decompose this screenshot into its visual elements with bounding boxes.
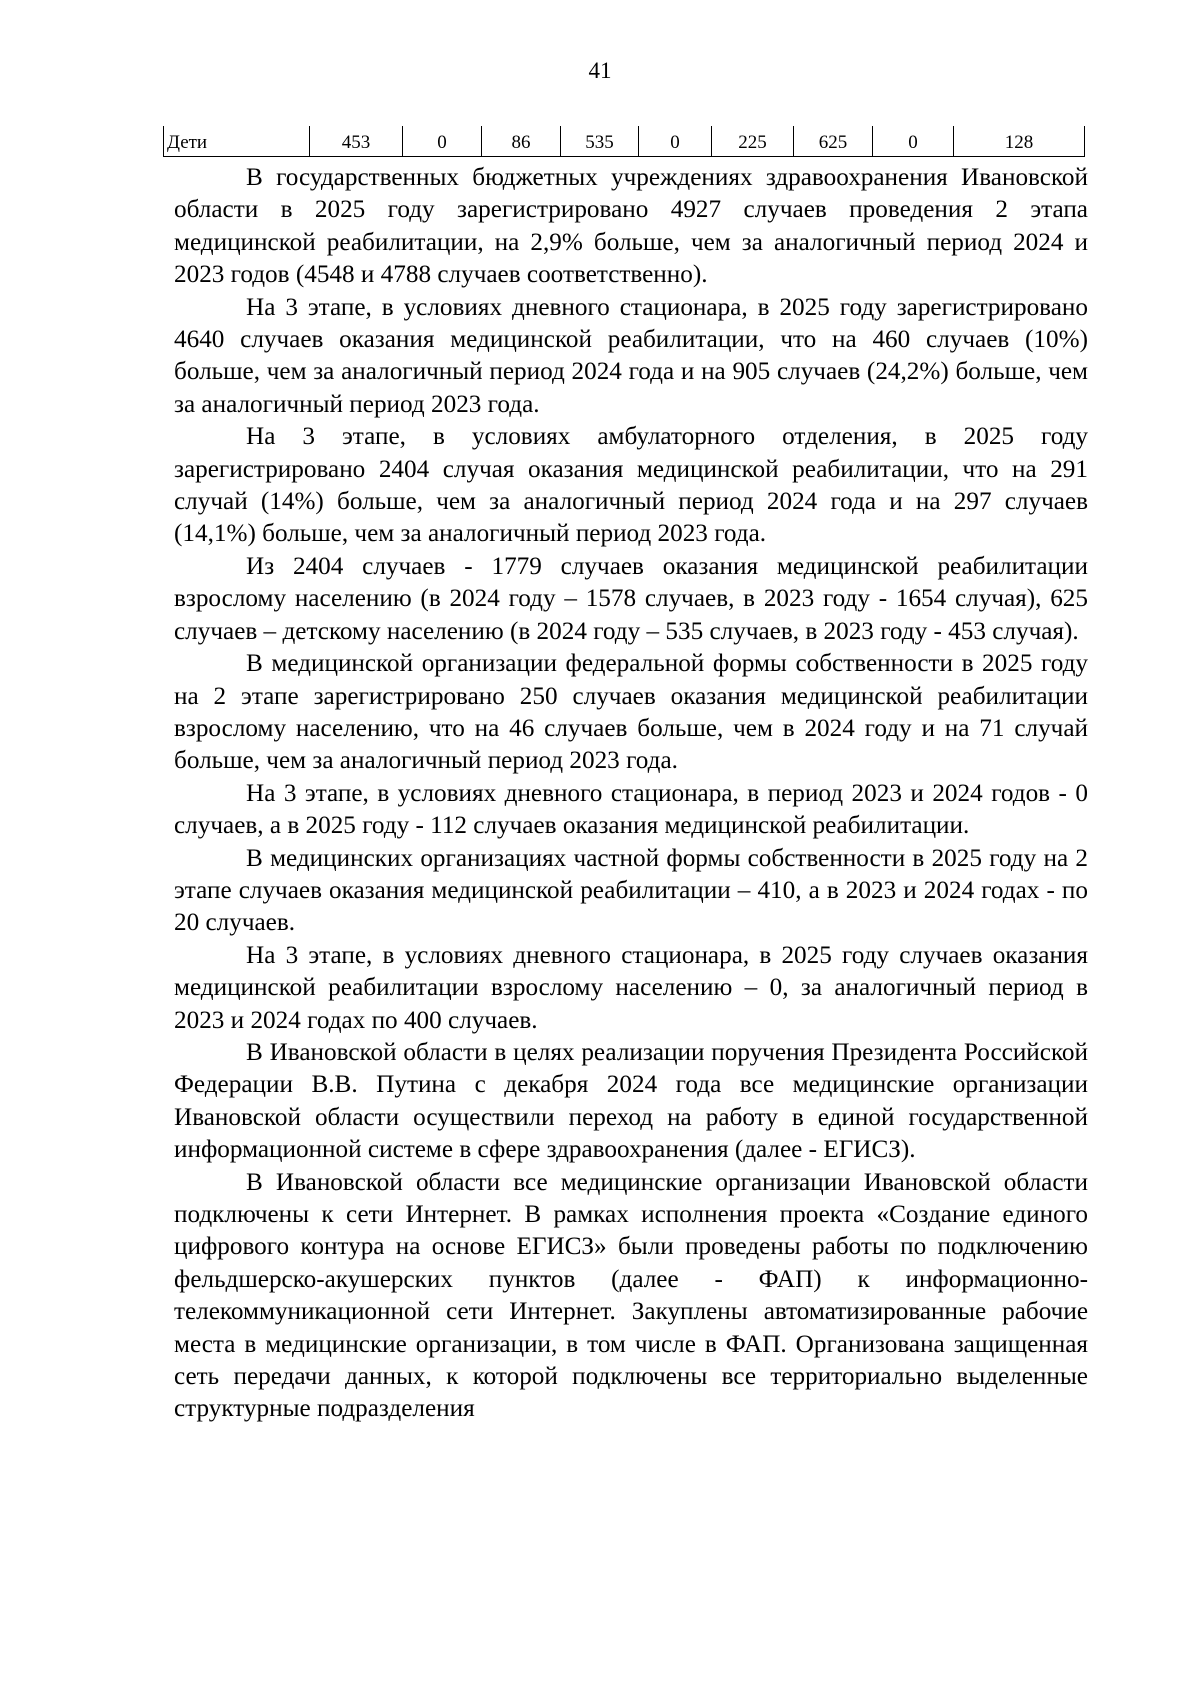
table-cell: 0 xyxy=(639,126,712,157)
paragraph: На 3 этапе, в условиях дневного стационара, в 2025 году зарегистрировано 4640 случаев оказания медицинской реабилитации, что на 460 случаев (10%) больше, чем за аналогичный период 2024 года и на 905 случаев (24,2%) больше, чем за аналогичный период 2023 года. xyxy=(174,293,1088,418)
row-label-cell: Дети xyxy=(164,126,310,157)
page-number: 41 xyxy=(588,58,612,83)
table-row xyxy=(164,126,1085,157)
table-cell: 625 xyxy=(794,126,873,157)
table-cell: 86 xyxy=(482,126,561,157)
paragraph: В Ивановской области в целях реализации поручения Президента Российской Федерации В.В. Путина с декабря 2024 года все медицинские организации Ивановской области осуществили переход на работу в единой государственной информационной системе в сфере здравоохранения (далее - ЕГИСЗ). xyxy=(174,1038,1088,1164)
table-cell: 225 xyxy=(712,126,794,157)
paragraph: В Ивановской области все медицинские организации Ивановской области подключены к сети Интернет. В рамках исполнения проекта «Создание единого цифрового контура на основе ЕГИСЗ» были проведены работы по подключению фельдшерско-акушерских пунктов (далее - ФАП) к информационно-телекоммуникационной сети Интернет. Закуплены автоматизированные рабочие места в медицинские организации, в том числе в ФАП. Организована защищенная сеть передачи данных, к которой подключены все территориально выделенные структурные подразделения xyxy=(174,1168,1088,1423)
paragraph: В медицинской организации федеральной формы собственности в 2025 году на 2 этапе зарегистрировано 250 случаев оказания медицинской реабилитации взрослому населению, что на 46 случаев больше, чем в 2024 году и на 71 случай больше, чем за аналогичный период 2023 года. xyxy=(174,650,1088,775)
data-table xyxy=(163,126,1085,157)
table-cell: 128 xyxy=(954,126,1085,157)
paragraph: В медицинских организациях частной формы собственности в 2025 году на 2 этапе случаев оказания медицинской реабилитации – 410, а в 2023 и 2024 годах - по 20 случаев. xyxy=(174,844,1088,937)
paragraph: На 3 этапе, в условиях дневного стационара, в 2025 году случаев оказания медицинской реабилитации взрослому населению – 0, за аналогичный период в 2023 и 2024 годах по 400 случаев. xyxy=(174,941,1088,1034)
table-cell: 0 xyxy=(873,126,954,157)
paragraph: Из 2404 случаев - 1779 случаев оказания медицинской реабилитации взрослому населению (в 2024 году – 1578 случаев, в 2023 году - 1654 случая), 625 случаев – детскому населению (в 2024 году – 535 случаев, в 2023 году - 453 случая). xyxy=(174,552,1088,645)
table-cell: 535 xyxy=(561,126,639,157)
paragraph: В государственных бюджетных учреждениях здравоохранения Ивановской области в 2025 году зарегистрировано 4927 случаев проведения 2 этапа медицинской реабилитации, на 2,9% больше, чем за аналогичный период 2024 и 2023 годов (4548 и 4788 случаев соответственно). xyxy=(174,164,1088,289)
paragraph: На 3 этапе, в условиях амбулаторного отделения, в 2025 году зарегистрировано 2404 случая оказания медицинской реабилитации, что на 291 случай (14%) больше, чем за аналогичный период 2024 года и на 297 случаев (14,1%) больше, чем за аналогичный период 2023 года. xyxy=(174,423,1088,548)
table-cell: 453 xyxy=(310,126,403,157)
paragraph: На 3 этапе, в условиях дневного стационара, в период 2023 и 2024 годов - 0 случаев, а в 2025 году - 112 случаев оказания медицинской реабилитации. xyxy=(174,779,1088,840)
table-cell: 0 xyxy=(403,126,482,157)
body-text xyxy=(174,162,1088,1426)
